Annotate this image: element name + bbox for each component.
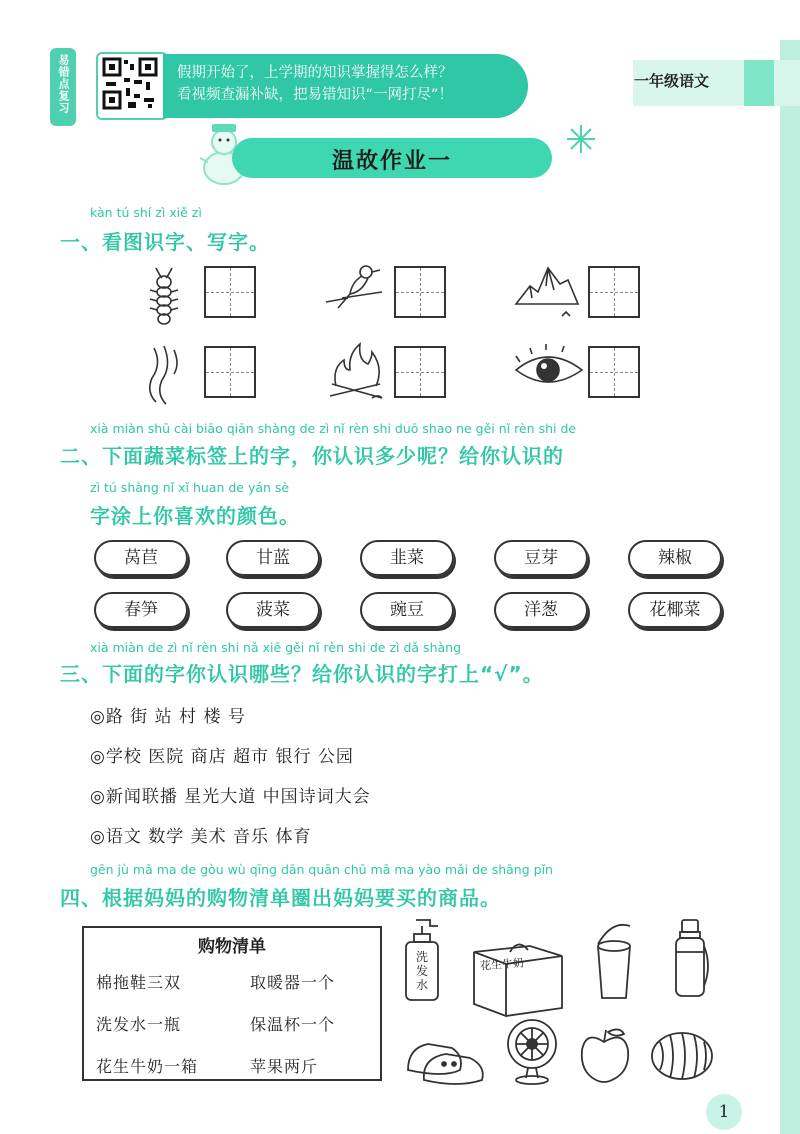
section2-pinyin-2: zì tú shàng nǐ xǐ huan de yán sè [90,480,290,495]
fire-icon [326,340,388,406]
section4-heading: 四、根据妈妈的购物清单圈出妈妈要买的商品。 [60,886,501,910]
qr-code[interactable] [96,52,168,120]
section1-heading: 一、看图识字、写字。 [60,230,270,254]
page-title: 温故作业一 [331,149,452,174]
mountain-icon [512,262,582,326]
side-tab [50,48,76,126]
apple-icon[interactable] [576,1024,634,1086]
vegetable-label[interactable]: 花椰菜 [628,592,722,628]
section3-pinyin: xià miàn de zì nǐ rèn shi nǎ xiē gěi nǐ rèn shi de zì dǎ shàng [90,640,462,655]
section3-heading: 三、下面的字你认识哪些？给你认识的字打上“√”。 [60,662,544,686]
section2-pinyin-1: xià miàn shū cài biāo qiān shàng de zì nǐ rèn shi duō shao ne gěi nǐ rèn shi de [90,421,577,436]
writing-grid[interactable] [394,346,446,398]
shopping-list-item: 取暖器一个 [250,973,336,992]
shampoo-product[interactable] [400,918,444,1002]
shopping-list-item: 保温杯一个 [250,1015,336,1034]
section4-pinyin: gēn jù mā ma de gòu wù qīng dān quān chū mā ma yào mǎi de shāng pǐn [90,862,553,877]
water-icon [146,344,186,406]
grade-strip [744,60,774,106]
snowflake-icon [566,124,596,154]
shopping-list-item: 棉拖鞋三双 [96,973,182,992]
milk-box-label: 花生牛奶 [479,956,525,973]
watermelon-icon[interactable] [650,1030,714,1082]
side-tab-label: 易错点复习 [57,54,70,114]
char-line[interactable]: ◎路 街 站 村 楼 号 [90,707,246,727]
vegetable-label[interactable]: 洋葱 [494,592,588,628]
vegetable-label[interactable]: 韭菜 [360,540,454,576]
writing-grid[interactable] [588,346,640,398]
vegetable-label[interactable]: 春笋 [94,592,188,628]
banner-line-2: 看视频查漏补缺，把易错知识“一网打尽”！ [177,87,454,103]
paper-cup-icon[interactable] [590,916,634,1002]
centipede-icon [146,264,196,326]
char-line[interactable]: ◎新闻联播 星光大道 中国诗词大会 [90,787,371,807]
milk-box-icon [470,932,566,1018]
section2-heading-1: 二、下面蔬菜标签上的字，你认识多少呢？给你认识的 [60,444,564,468]
eye-icon [512,346,586,392]
thermos-icon[interactable] [668,916,712,1000]
milk-box-product[interactable] [470,932,566,1018]
qr-code-icon [98,54,162,114]
writing-grid[interactable] [204,266,256,318]
char-line[interactable]: ◎语文 数学 美术 音乐 体育 [90,827,312,847]
shopping-list-item: 花生牛奶一箱 [96,1057,199,1076]
section2-heading-2: 字涂上你喜欢的颜色。 [90,504,300,528]
shampoo-label: 洗发水 [415,950,428,992]
heater-fan-icon[interactable] [504,1016,560,1086]
page-edge-strip [780,40,800,1134]
vegetable-label[interactable]: 菠菜 [226,592,320,628]
section1-pinyin: kàn tú shí zì xiě zì [90,205,202,220]
writing-grid[interactable] [204,346,256,398]
vegetable-label[interactable]: 甘蓝 [226,540,320,576]
vegetable-label[interactable]: 豌豆 [360,592,454,628]
bird-icon [322,262,392,328]
vegetable-label[interactable]: 豆芽 [494,540,588,576]
slippers-icon[interactable] [404,1030,490,1086]
vegetable-label[interactable]: 莴苣 [94,540,188,576]
banner-line-1: 假期开始了，上学期的知识掌握得怎么样？ [177,65,453,81]
video-banner [163,54,528,118]
writing-grid[interactable] [588,266,640,318]
page-number: 1 [706,1094,742,1130]
vegetable-label[interactable]: 辣椒 [628,540,722,576]
shopping-list-item: 洗发水一瓶 [96,1015,182,1034]
shopping-list-title: 购物清单 [198,937,266,957]
char-line[interactable]: ◎学校 医院 商店 超市 银行 公园 [90,747,354,767]
shopping-list-item: 苹果两斤 [250,1057,319,1076]
grade-label: 一年级语文 [634,72,710,90]
writing-grid[interactable] [394,266,446,318]
